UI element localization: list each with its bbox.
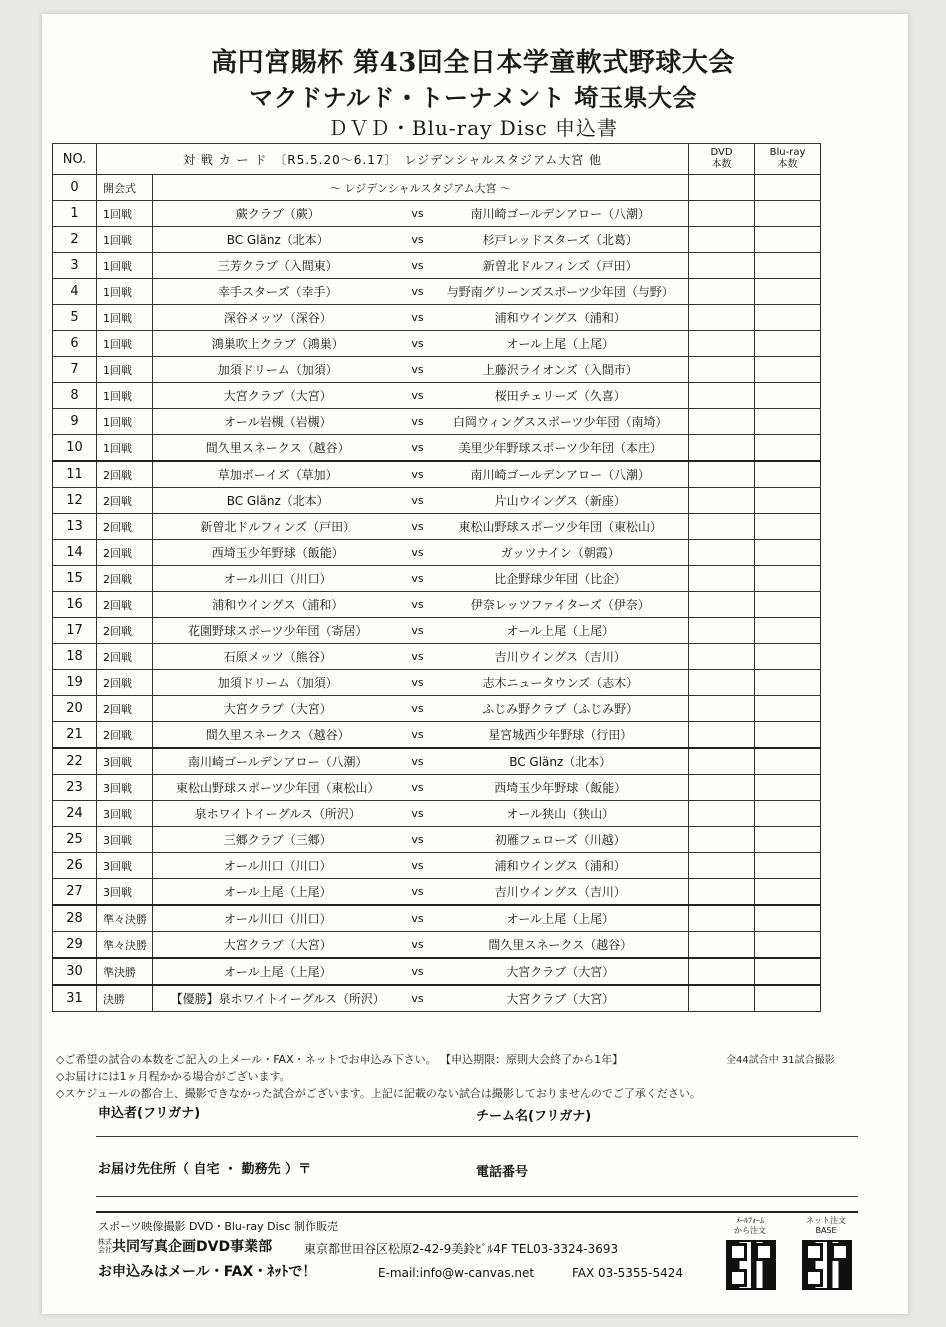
- team-b: 初雁フェローズ（川越）: [433, 827, 689, 853]
- team-a: オール上尾（上尾）: [153, 958, 403, 985]
- table-row: [53, 592, 821, 618]
- dvd-qty-input[interactable]: [689, 696, 755, 722]
- table-row: [53, 905, 821, 932]
- row-round: 2回戦: [97, 514, 153, 540]
- row-no: 29: [53, 932, 97, 959]
- team-b: オール狭山（狭山）: [433, 801, 689, 827]
- row-round: 3回戦: [97, 748, 153, 775]
- vs-label: vs: [403, 201, 433, 227]
- team-b: 杉戸レッドスターズ（北葛）: [433, 227, 689, 253]
- vs-label: vs: [403, 383, 433, 409]
- row-no: 22: [53, 748, 97, 775]
- team-a: オール岩槻（岩槻）: [153, 409, 403, 435]
- row-no: 2: [53, 227, 97, 253]
- table-row: [53, 827, 821, 853]
- bluray-qty-input[interactable]: [755, 253, 821, 279]
- row-no: 13: [53, 514, 97, 540]
- bluray-qty-input[interactable]: [755, 461, 821, 488]
- row-round: 1回戦: [97, 279, 153, 305]
- team-a: 加須ドリーム（加須）: [153, 357, 403, 383]
- bluray-qty-input[interactable]: [755, 383, 821, 409]
- row-no: 9: [53, 409, 97, 435]
- col-card-header: 対 戦 カ ー ド 〔R5.5.20～6.17〕 レジデンシャルスタジアム大宮 他: [97, 144, 689, 175]
- table-row: [53, 331, 821, 357]
- row-no: 17: [53, 618, 97, 644]
- dvd-qty-input[interactable]: [689, 540, 755, 566]
- table-row: [53, 201, 821, 227]
- row-round: 3回戦: [97, 801, 153, 827]
- dvd-qty-input[interactable]: [689, 279, 755, 305]
- order-call: お申込みはメール・FAX・ﾈｯﾄで！: [98, 1264, 317, 1280]
- row-no: 5: [53, 305, 97, 331]
- page-title: 高円宮賜杯 第43回全日本学童軟式野球大会: [211, 48, 735, 78]
- table-row: [53, 932, 821, 959]
- qr-code-mail-form[interactable]: [726, 1240, 776, 1290]
- row-round: 1回戦: [97, 409, 153, 435]
- qr1-label: ﾒｰﾙﾌｫｰﾑ から注文: [734, 1216, 766, 1235]
- row-round: 1回戦: [97, 383, 153, 409]
- dvd-qty-input[interactable]: [689, 722, 755, 749]
- dvd-qty-input[interactable]: [689, 305, 755, 331]
- team-a: 幸手スターズ（幸手）: [153, 279, 403, 305]
- qr-code-base-shop[interactable]: [802, 1240, 852, 1290]
- vs-label: vs: [403, 644, 433, 670]
- team-a: 石原メッツ（熊谷）: [153, 644, 403, 670]
- row-round: 2回戦: [97, 488, 153, 514]
- row-no: 16: [53, 592, 97, 618]
- vs-label: vs: [403, 696, 433, 722]
- row-no: 11: [53, 461, 97, 488]
- team-b: オール上尾（上尾）: [433, 331, 689, 357]
- table-row: [53, 879, 821, 906]
- team-b: 比企野球少年団（比企）: [433, 566, 689, 592]
- bluray-qty-input[interactable]: [755, 801, 821, 827]
- row-round: 1回戦: [97, 227, 153, 253]
- row-round: 1回戦: [97, 253, 153, 279]
- row-round: 1回戦: [97, 435, 153, 462]
- vs-label: vs: [403, 279, 433, 305]
- row-round: 3回戦: [97, 827, 153, 853]
- row-no: 12: [53, 488, 97, 514]
- col-dvd-header: DVD 本数: [689, 144, 755, 175]
- col-no-header: NO.: [53, 144, 97, 175]
- dvd-qty-input[interactable]: [689, 670, 755, 696]
- table-row: [53, 305, 821, 331]
- team-b: 間久里スネークス（越谷）: [433, 932, 689, 959]
- row-no: 20: [53, 696, 97, 722]
- row-round: 2回戦: [97, 618, 153, 644]
- page-subtitle: マクドナルド・トーナメント 埼玉県大会: [249, 83, 697, 112]
- row-round: 2回戦: [97, 722, 153, 749]
- vs-label: vs: [403, 540, 433, 566]
- dvd-qty-input[interactable]: [689, 409, 755, 435]
- footer-tagline: スポーツ映像撮影 DVD・Blu-ray Disc 制作販売: [98, 1220, 338, 1233]
- match-count: 全44試合中 31試合撮影: [726, 1055, 835, 1066]
- vs-label: vs: [403, 435, 433, 462]
- table-row: [53, 409, 821, 435]
- row-no: 24: [53, 801, 97, 827]
- company-prefix: 株式 会社: [98, 1238, 112, 1254]
- table-row: [53, 985, 821, 1012]
- team-a: 三郷クラブ（三郷）: [153, 827, 403, 853]
- dvd-qty-input[interactable]: [689, 801, 755, 827]
- team-b: 浦和ウイングス（浦和）: [433, 305, 689, 331]
- team-b: ガッツナイン（朝霞）: [433, 540, 689, 566]
- vs-label: vs: [403, 775, 433, 801]
- table-row: [53, 696, 821, 722]
- table-row-opening: [53, 175, 821, 201]
- team-a: BC Glänz（北本）: [153, 488, 403, 514]
- address-line[interactable]: [96, 1196, 858, 1197]
- team-b: 大宮クラブ（大宮）: [433, 985, 689, 1012]
- team-b: 大宮クラブ（大宮）: [433, 958, 689, 985]
- vs-label: vs: [403, 827, 433, 853]
- bluray-qty-input[interactable]: [755, 227, 821, 253]
- dvd-qty-input[interactable]: [689, 201, 755, 227]
- dvd-qty-input[interactable]: [689, 905, 755, 932]
- applicant-label: 申込者(フリガナ): [98, 1106, 201, 1121]
- form-title: ＤＶＤ・Blu-ray Disc 申込書: [327, 116, 619, 140]
- team-b: オール上尾（上尾）: [433, 618, 689, 644]
- team-a: 三芳クラブ（入間東）: [153, 253, 403, 279]
- table-row: [53, 566, 821, 592]
- team-a: 東松山野球スポーツ少年団（東松山）: [153, 775, 403, 801]
- vs-label: vs: [403, 592, 433, 618]
- bluray-qty-input[interactable]: [755, 775, 821, 801]
- row-round: 3回戦: [97, 775, 153, 801]
- vs-label: vs: [403, 253, 433, 279]
- table-row: [53, 748, 821, 775]
- team-b: 白岡ウィングススポーツ少年団（南埼）: [433, 409, 689, 435]
- vs-label: vs: [403, 357, 433, 383]
- note-3: ◇スケジュールの都合上、撮影できなかった試合がございます。上記に記載のない試合は撮影しておりませんのでご了承ください。: [56, 1087, 701, 1100]
- team-a: 南川崎ゴールデンアロー（八潮）: [153, 748, 403, 775]
- team-b: 志木ニュータウンズ（志木）: [433, 670, 689, 696]
- row-round: 2回戦: [97, 540, 153, 566]
- table-row: [53, 253, 821, 279]
- bluray-qty-input[interactable]: [755, 592, 821, 618]
- dvd-qty-input[interactable]: [689, 853, 755, 879]
- row-no: 10: [53, 435, 97, 462]
- dvd-qty-input[interactable]: [689, 827, 755, 853]
- row-no: 15: [53, 566, 97, 592]
- dvd-qty-input[interactable]: [689, 383, 755, 409]
- bluray-qty-input[interactable]: [755, 879, 821, 906]
- table-row: [53, 514, 821, 540]
- table-row: [53, 488, 821, 514]
- row-no: 4: [53, 279, 97, 305]
- dvd-qty-input[interactable]: [689, 514, 755, 540]
- bluray-qty-input[interactable]: [755, 905, 821, 932]
- team-b: 南川崎ゴールデンアロー（八潮）: [433, 461, 689, 488]
- vs-label: vs: [403, 514, 433, 540]
- table-row: [53, 618, 821, 644]
- bluray-qty-input[interactable]: [755, 279, 821, 305]
- team-b: 東松山野球スポーツ少年団（東松山）: [433, 514, 689, 540]
- bluray-qty-input[interactable]: [755, 722, 821, 749]
- vs-label: vs: [403, 801, 433, 827]
- table-row: [53, 435, 821, 462]
- team-b: 吉川ウイングス（吉川）: [433, 879, 689, 906]
- bluray-qty-input[interactable]: [755, 618, 821, 644]
- row-no: 1: [53, 201, 97, 227]
- bluray-qty-input[interactable]: [755, 748, 821, 775]
- row-round: 準決勝: [97, 958, 153, 985]
- team-b: BC Glänz（北本）: [433, 748, 689, 775]
- team-a: オール川口（川口）: [153, 853, 403, 879]
- table-row: [53, 670, 821, 696]
- team-a: 間久里スネークス（越谷）: [153, 435, 403, 462]
- vs-label: vs: [403, 853, 433, 879]
- team-a: 加須ドリーム（加須）: [153, 670, 403, 696]
- dvd-qty-input[interactable]: [689, 879, 755, 906]
- vs-label: vs: [403, 331, 433, 357]
- table-row: [53, 722, 821, 749]
- dvd-qty-input[interactable]: [689, 357, 755, 383]
- row-no: 6: [53, 331, 97, 357]
- row-no: 30: [53, 958, 97, 985]
- footer-divider: [96, 1211, 858, 1213]
- row-round: 2回戦: [97, 592, 153, 618]
- team-a: 草加ボーイズ（草加）: [153, 461, 403, 488]
- vs-label: vs: [403, 932, 433, 959]
- row-no: 26: [53, 853, 97, 879]
- table-row: [53, 540, 821, 566]
- team-b: 片山ウイングス（新座）: [433, 488, 689, 514]
- dvd-qty-input[interactable]: [689, 958, 755, 985]
- vs-label: vs: [403, 409, 433, 435]
- vs-label: vs: [403, 227, 433, 253]
- row-no: 8: [53, 383, 97, 409]
- row-no: 28: [53, 905, 97, 932]
- row-no: 27: [53, 879, 97, 906]
- row-round: 2回戦: [97, 566, 153, 592]
- team-a: 大宮クラブ（大宮）: [153, 383, 403, 409]
- row-no: 0: [53, 175, 97, 201]
- row-no: 14: [53, 540, 97, 566]
- vs-label: vs: [403, 905, 433, 932]
- team-label: チーム名(フリガナ): [476, 1109, 592, 1124]
- match-table: [52, 143, 821, 1012]
- row-round: 3回戦: [97, 853, 153, 879]
- team-a: 新曽北ドルフィンズ（戸田）: [153, 514, 403, 540]
- fax-number: FAX 03-5355-5424: [572, 1266, 684, 1280]
- phone-label: 電話番号: [476, 1165, 529, 1180]
- vs-label: vs: [403, 722, 433, 749]
- bluray-qty-input[interactable]: [755, 305, 821, 331]
- row-no: 7: [53, 357, 97, 383]
- dvd-qty-input[interactable]: [689, 227, 755, 253]
- dvd-qty-input[interactable]: [689, 932, 755, 959]
- team-b: 南川崎ゴールデンアロー（八潮）: [433, 201, 689, 227]
- table-row: [53, 853, 821, 879]
- row-round: 1回戦: [97, 357, 153, 383]
- bluray-qty-input[interactable]: [755, 175, 821, 201]
- bluray-qty-input[interactable]: [755, 932, 821, 959]
- team-b: 吉川ウイングス（吉川）: [433, 644, 689, 670]
- col-bluray-header: Blu-ray 本数: [755, 144, 821, 175]
- row-no: 18: [53, 644, 97, 670]
- team-a: 大宮クラブ（大宮）: [153, 696, 403, 722]
- bluray-qty-input[interactable]: [755, 566, 821, 592]
- team-a: オール上尾（上尾）: [153, 879, 403, 906]
- team-b: 浦和ウイングス（浦和）: [433, 853, 689, 879]
- row-no: 21: [53, 722, 97, 749]
- dvd-qty-input[interactable]: [689, 985, 755, 1012]
- bluray-qty-input[interactable]: [755, 853, 821, 879]
- team-a: オール川口（川口）: [153, 566, 403, 592]
- team-b: 伊奈レッツファイターズ（伊奈）: [433, 592, 689, 618]
- team-a: BC Glänz（北本）: [153, 227, 403, 253]
- note-2: ◇お届けには1ヶ月程かかる場合がございます。: [56, 1070, 291, 1083]
- dvd-qty-input[interactable]: [689, 435, 755, 462]
- team-a: 大宮クラブ（大宮）: [153, 932, 403, 959]
- row-round: 準々決勝: [97, 905, 153, 932]
- row-round: 準々決勝: [97, 932, 153, 959]
- qr2-label: ネット注文 BASE: [806, 1216, 846, 1235]
- team-a: 西埼玉少年野球（飯能）: [153, 540, 403, 566]
- row-round: 1回戦: [97, 331, 153, 357]
- table-row: [53, 383, 821, 409]
- bluray-qty-input[interactable]: [755, 985, 821, 1012]
- bluray-qty-input[interactable]: [755, 644, 821, 670]
- table-row: [53, 461, 821, 488]
- team-b: 西埼玉少年野球（飯能）: [433, 775, 689, 801]
- vs-label: vs: [403, 748, 433, 775]
- dvd-qty-input[interactable]: [689, 488, 755, 514]
- bluray-qty-input[interactable]: [755, 827, 821, 853]
- vs-label: vs: [403, 618, 433, 644]
- team-a: 浦和ウイングス（浦和）: [153, 592, 403, 618]
- bluray-qty-input[interactable]: [755, 540, 821, 566]
- team-a: 鴻巣吹上クラブ（鴻巣）: [153, 331, 403, 357]
- team-b: 桜田チェリーズ（久喜）: [433, 383, 689, 409]
- row-round: 開会式: [97, 175, 153, 201]
- company-name: 共同写真企画DVD事業部: [112, 1239, 273, 1255]
- team-a: オール川口（川口）: [153, 905, 403, 932]
- dvd-qty-input[interactable]: [689, 775, 755, 801]
- address-label: お届け先住所（ 自宅 ・ 勤務先 ）〒: [98, 1162, 312, 1177]
- note-1: ◇ご希望の試合の本数をご記入の上メール・FAX・ネットでお申込み下さい。 【申込期限：原則大会終了から1年】: [56, 1053, 624, 1066]
- dvd-qty-input[interactable]: [689, 592, 755, 618]
- team-b: 新曽北ドルフィンズ（戸田）: [433, 253, 689, 279]
- bluray-qty-input[interactable]: [755, 514, 821, 540]
- table-row: [53, 279, 821, 305]
- dvd-qty-input[interactable]: [689, 618, 755, 644]
- vs-label: vs: [403, 305, 433, 331]
- vs-label: vs: [403, 879, 433, 906]
- dvd-qty-input[interactable]: [689, 644, 755, 670]
- bluray-qty-input[interactable]: [755, 696, 821, 722]
- dvd-qty-input[interactable]: [689, 331, 755, 357]
- applicant-line[interactable]: [96, 1136, 858, 1137]
- team-b: 美里少年野球スポーツ少年団（本庄）: [433, 435, 689, 462]
- dvd-qty-input[interactable]: [689, 461, 755, 488]
- bluray-qty-input[interactable]: [755, 409, 821, 435]
- bluray-qty-input[interactable]: [755, 357, 821, 383]
- row-round: 2回戦: [97, 644, 153, 670]
- bluray-qty-input[interactable]: [755, 958, 821, 985]
- dvd-qty-input[interactable]: [689, 566, 755, 592]
- table-row: [53, 801, 821, 827]
- bluray-qty-input[interactable]: [755, 435, 821, 462]
- dvd-qty-input[interactable]: [689, 748, 755, 775]
- vs-label: vs: [403, 958, 433, 985]
- row-round: 3回戦: [97, 879, 153, 906]
- table-row: [53, 775, 821, 801]
- vs-label: vs: [403, 985, 433, 1012]
- team-a: 間久里スネークス（越谷）: [153, 722, 403, 749]
- row-no: 3: [53, 253, 97, 279]
- row-round: 2回戦: [97, 461, 153, 488]
- table-row: [53, 958, 821, 985]
- bluray-qty-input[interactable]: [755, 201, 821, 227]
- team-b: 上藤沢ライオンズ（入間市）: [433, 357, 689, 383]
- vs-label: vs: [403, 488, 433, 514]
- team-a: 【優勝】泉ホワイトイーグルス（所沢）: [153, 985, 403, 1012]
- team-a: 深谷メッツ（深谷）: [153, 305, 403, 331]
- company-address: 東京都世田谷区松原2-42-9美鈴ﾋﾞﾙ4F TEL03-3324-3693: [304, 1242, 619, 1256]
- bluray-qty-input[interactable]: [755, 331, 821, 357]
- row-round: 決勝: [97, 985, 153, 1012]
- row-no: 25: [53, 827, 97, 853]
- table-row: [53, 227, 821, 253]
- table-row: [53, 644, 821, 670]
- vs-label: vs: [403, 670, 433, 696]
- row-no: 31: [53, 985, 97, 1012]
- table-row: [53, 357, 821, 383]
- dvd-qty-input[interactable]: [689, 175, 755, 201]
- team-a: 泉ホワイトイーグルス（所沢）: [153, 801, 403, 827]
- row-round: 2回戦: [97, 670, 153, 696]
- email-link[interactable]: E-mail:info@w-canvas.net: [378, 1266, 535, 1280]
- row-round: 2回戦: [97, 696, 153, 722]
- team-b: 与野南グリーンズスポーツ少年団（与野）: [433, 279, 689, 305]
- row-round: 1回戦: [97, 305, 153, 331]
- team-b: オール上尾（上尾）: [433, 905, 689, 932]
- vs-label: vs: [403, 566, 433, 592]
- vs-label: vs: [403, 461, 433, 488]
- team-a: 蕨クラブ（蕨）: [153, 201, 403, 227]
- row-no: 19: [53, 670, 97, 696]
- team-b: 星宮城西少年野球（行田）: [433, 722, 689, 749]
- bluray-qty-input[interactable]: [755, 488, 821, 514]
- team-b: ふじみ野クラブ（ふじみ野）: [433, 696, 689, 722]
- row-venue: ～ レジデンシャルスタジアム大宮 ～: [153, 175, 689, 201]
- row-no: 23: [53, 775, 97, 801]
- row-round: 1回戦: [97, 201, 153, 227]
- bluray-qty-input[interactable]: [755, 670, 821, 696]
- team-a: 花園野球スポーツ少年団（寄居）: [153, 618, 403, 644]
- dvd-qty-input[interactable]: [689, 253, 755, 279]
